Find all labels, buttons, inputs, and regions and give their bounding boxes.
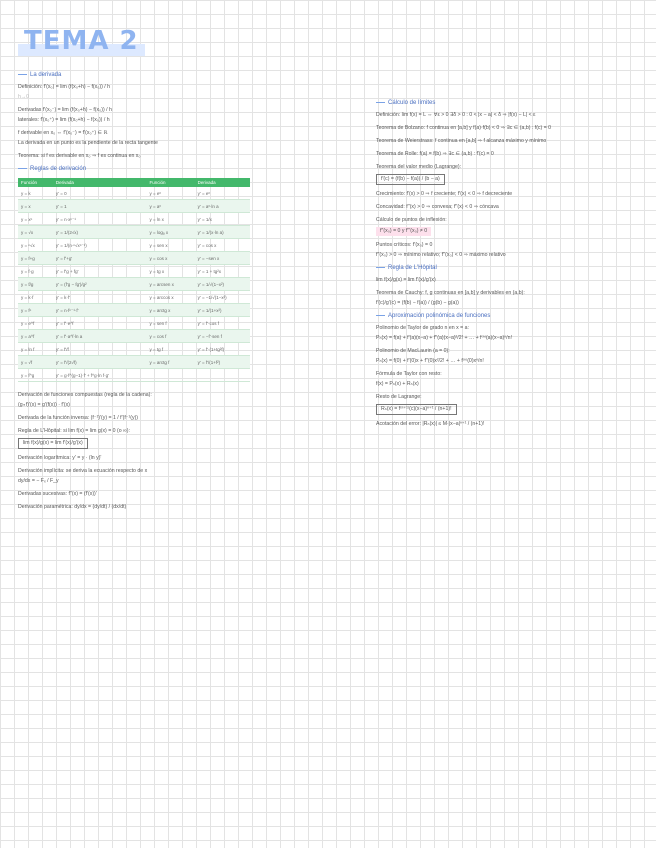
section-heading-taylor: Aproximación polinómica de funciones <box>376 313 644 320</box>
table-cell: y' = n·fⁿ⁻¹·f' <box>53 304 147 317</box>
heading-dash-icon <box>18 168 27 170</box>
table-cell: y' = 1/√(1−x²) <box>195 278 250 291</box>
table-cell: y' = eˣ <box>195 187 250 200</box>
heading-dash-icon <box>376 315 385 317</box>
note-line: Pₙ(x) = f(0) + f'(0)x + f''(0)x²/2! + … + f⁽ⁿ⁾(0)xⁿ/n! <box>376 358 484 364</box>
table-cell: y' = f'/(1+f²) <box>195 356 250 369</box>
note-line: Teorema de Cauchy: f, g continuas en [a,b] y derivables en (a,b): <box>376 290 525 296</box>
derivada-notes <box>18 84 318 160</box>
table-row <box>18 304 250 317</box>
table-cell: y' = 1/(1+x²) <box>195 304 250 317</box>
note-line: (g∘f)'(x) = g'(f(x)) · f'(x) <box>18 402 70 408</box>
table-cell: y' = −sen x <box>195 252 250 265</box>
table-cell <box>195 369 250 382</box>
table-cell: y = f+g <box>18 252 53 265</box>
note-line: Pₙ(x) = f(a) + f'(a)(x−a) + f''(a)(x−a)²/2! + … + f⁽ⁿ⁾(a)(x−a)ⁿ/n! <box>376 335 512 341</box>
table-cell: y' = 1/(n·ⁿ√xⁿ⁻¹) <box>53 239 147 252</box>
table-row <box>18 252 250 265</box>
table-cell: y' = f'/(2√f) <box>53 356 147 369</box>
note-line: Derivación implícita: se deriva la ecuación respecto de x <box>18 468 148 474</box>
table-cell: y = ln f <box>18 343 53 356</box>
note-line: Puntos críticos: f'(x₀) = 0 <box>376 242 433 248</box>
table-row <box>18 356 250 369</box>
table-header-cell: Derivada <box>53 178 147 187</box>
note-line: f derivable en x₀ ⇔ f'(x₀⁻) = f'(x₀⁺) ∈ ℝ <box>18 130 108 136</box>
note-line: f(x) = Pₙ(x) + Rₙ(x) <box>376 381 419 387</box>
table-cell: y = eˣ <box>147 187 195 200</box>
note-line: Teorema de Bolzano: f continua en [a,b] y f(a)·f(b) < 0 ⇒ ∃c ∈ (a,b) : f(c) = 0 <box>376 125 552 131</box>
table-cell: y = sen x <box>147 239 195 252</box>
table-cell: y = e^f <box>18 317 53 330</box>
table-cell: y' = f'·e^f <box>53 317 147 330</box>
note-line: Derivación de funciones compuestas (regla de la cadena): <box>18 392 152 398</box>
table-cell: y' = aˣ·ln a <box>195 200 250 213</box>
table-cell: y = aˣ <box>147 200 195 213</box>
reglas-notes <box>18 392 318 511</box>
section-heading-reglas: Reglas de derivación <box>18 166 318 173</box>
limites-notes <box>376 112 644 259</box>
table-header-cell: Función <box>147 178 195 187</box>
note-line: Polinomio de Taylor de grado n en x = a: <box>376 325 469 331</box>
formula-box: f'(c) = (f(b) − f(a)) / (b − a) <box>376 174 445 185</box>
table-row <box>18 226 250 239</box>
table-cell: y = k <box>18 187 53 200</box>
table-cell: y' = k·f' <box>53 291 147 304</box>
table-row <box>18 213 250 226</box>
table-row <box>18 265 250 278</box>
note-line: Fórmula de Taylor con resto: <box>376 371 442 377</box>
note-line: f'(c)/g'(c) = (f(b) − f(a)) / (g(b) − g(a)) <box>376 300 459 306</box>
table-cell: y = f·g <box>18 265 53 278</box>
table-row <box>18 343 250 356</box>
table-cell: y' = 1 + tg²x <box>195 265 250 278</box>
note-line: f''(x₀) > 0 ⇒ mínimo relativo; f''(x₀) < 0 ⇒ máximo relativo <box>376 252 506 258</box>
left-column <box>18 66 318 514</box>
table-cell: y = tg f <box>147 343 195 356</box>
table-row <box>18 317 250 330</box>
formula-box: lim f(x)/g(x) = lim f'(x)/g'(x) <box>18 438 88 449</box>
section-heading-limites: Cálculo de límites <box>376 100 644 107</box>
table-cell: y' = f'·cos f <box>195 317 250 330</box>
table-cell: y = cos f <box>147 330 195 343</box>
table-cell: y = arctg f <box>147 356 195 369</box>
table-cell: y = fⁿ <box>18 304 53 317</box>
table-cell: y' = f'·(1+tg²f) <box>195 343 250 356</box>
lhopital-notes <box>376 277 644 307</box>
table-cell: y' = (f'g − fg')/g² <box>53 278 147 291</box>
note-line: h→0 <box>18 94 29 100</box>
table-cell: y' = −1/√(1−x²) <box>195 291 250 304</box>
table-header-cell: Derivada <box>195 178 250 187</box>
table-cell: y' = f'/f <box>53 343 147 356</box>
table-cell: y = f^g <box>18 369 53 382</box>
table-cell: y = x <box>18 200 53 213</box>
table-cell: y = tg x <box>147 265 195 278</box>
table-cell: y = ⁿ√x <box>18 239 53 252</box>
table-cell: y' = 1 <box>53 200 147 213</box>
note-line: Polinomio de MacLaurin (a = 0): <box>376 348 450 354</box>
section-heading-lhopital: Regla de L'Hôpital <box>376 265 644 272</box>
table-row <box>18 330 250 343</box>
table-cell <box>147 369 195 382</box>
table-cell: y = logₐ x <box>147 226 195 239</box>
note-line: Derivación logarítmica: y' = y · (ln y)' <box>18 455 102 461</box>
right-column <box>376 94 644 431</box>
table-cell: y = f/g <box>18 278 53 291</box>
table-cell: y' = 1/(x·ln a) <box>195 226 250 239</box>
table-cell: y' = cos x <box>195 239 250 252</box>
table-cell: y = arctg x <box>147 304 195 317</box>
table-cell: y' = n·xⁿ⁻¹ <box>53 213 147 226</box>
note-line: Teorema de Weierstrass: f continua en [a,b] ⇒ f alcanza máximo y mínimo <box>376 138 547 144</box>
table-cell: y = xⁿ <box>18 213 53 226</box>
derivatives-table <box>18 178 250 382</box>
table-cell: y = ln x <box>147 213 195 226</box>
heading-dash-icon <box>376 267 385 269</box>
table-cell: y = a^f <box>18 330 53 343</box>
note-line: Acotación del error: |Rₙ(x)| ≤ M·|x−a|ⁿ⁺¹ / (n+1)! <box>376 421 485 427</box>
table-cell: y = √f <box>18 356 53 369</box>
note-line: Definición: f'(x₀) = lim (f(x₀+h) − f(x₀)) / h <box>18 84 111 90</box>
note-line: Definición: lim f(x) = L ⇔ ∀ε > 0 ∃δ > 0 : 0 < |x − a| < δ ⇒ |f(x) − L| < ε <box>376 112 536 118</box>
note-line: Regla de L'Hôpital: si lim f(x) = lim g(x) = 0 (o ∞): <box>18 428 130 434</box>
note-line: Resto de Lagrange: <box>376 394 422 400</box>
table-cell: y' = g·f^(g−1)·f' + f^g·ln f·g' <box>53 369 147 382</box>
table-cell: y' = 1/(2√x) <box>53 226 147 239</box>
taylor-notes <box>376 325 644 428</box>
table-cell: y = k·f <box>18 291 53 304</box>
table-cell: y' = 0 <box>53 187 147 200</box>
table-cell: y' = f'g + fg' <box>53 265 147 278</box>
heading-dash-icon <box>376 102 385 104</box>
note-line: dy/dx = − Fₓ / F_y <box>18 478 59 484</box>
note-line: lim f(x)/g(x) = lim f'(x)/g'(x) <box>376 277 436 283</box>
note-line: Teorema del valor medio (Lagrange): <box>376 164 462 170</box>
note-line: Derivadas sucesivas: f''(x) = (f'(x))' <box>18 491 97 497</box>
table-cell: y = cos x <box>147 252 195 265</box>
table-header-cell: Función <box>18 178 53 187</box>
table-cell: y = arccos x <box>147 291 195 304</box>
note-line: Cálculo de puntos de inflexión: <box>376 217 447 223</box>
table-row <box>18 278 250 291</box>
table-cell: y' = f'·a^f·ln a <box>53 330 147 343</box>
table-header-row <box>18 178 250 187</box>
note-line: Teorema: si f es derivable en x₀ ⇒ f es continua en x₀ <box>18 153 141 159</box>
note-line: Derivada de la función inversa: (f⁻¹)'(y) = 1 / f'(f⁻¹(y)) <box>18 415 139 421</box>
note-line: La derivada en un punto es la pendiente de la recta tangente <box>18 140 158 146</box>
table-cell: y' = f'+g' <box>53 252 147 265</box>
section-heading-derivada: La derivada <box>18 72 318 79</box>
page-title: TEMA 2 <box>18 26 145 56</box>
table-cell: y' = −f'·sen f <box>195 330 250 343</box>
formula-box: Rₙ(x) = f⁽ⁿ⁺¹⁾(c)(x−a)ⁿ⁺¹ / (n+1)! <box>376 404 457 415</box>
note-line: Crecimiento: f'(x) > 0 ⇒ f creciente; f'(x) < 0 ⇒ f decreciente <box>376 191 513 197</box>
table-row <box>18 200 250 213</box>
table-cell: y = sen f <box>147 317 195 330</box>
table-row <box>18 239 250 252</box>
note-line: Derivadas f'(x₀⁻) = lim (f(x₀+h) − f(x₀)) / h <box>18 107 112 113</box>
table-cell: y = √x <box>18 226 53 239</box>
table-row <box>18 291 250 304</box>
note-line: laterales: f'(x₀⁺) = lim (f(x₀+h) − f(x₀)) / h <box>18 117 110 123</box>
table-row <box>18 369 250 382</box>
note-line: Teorema de Rolle: f(a) = f(b) ⇒ ∃c ∈ (a,b) : f'(c) = 0 <box>376 151 494 157</box>
note-line: Concavidad: f''(x) > 0 ⇒ convexa; f''(x) < 0 ⇒ cóncava <box>376 204 499 210</box>
note-line: Derivación paramétrica: dy/dx = (dy/dt) / (dx/dt) <box>18 504 127 510</box>
table-row <box>18 187 250 200</box>
heading-dash-icon <box>18 74 27 76</box>
highlight-formula: f''(x₀) = 0 y f'''(x₀) ≠ 0 <box>376 227 431 236</box>
table-cell: y = arcsen x <box>147 278 195 291</box>
table-cell: y' = 1/x <box>195 213 250 226</box>
